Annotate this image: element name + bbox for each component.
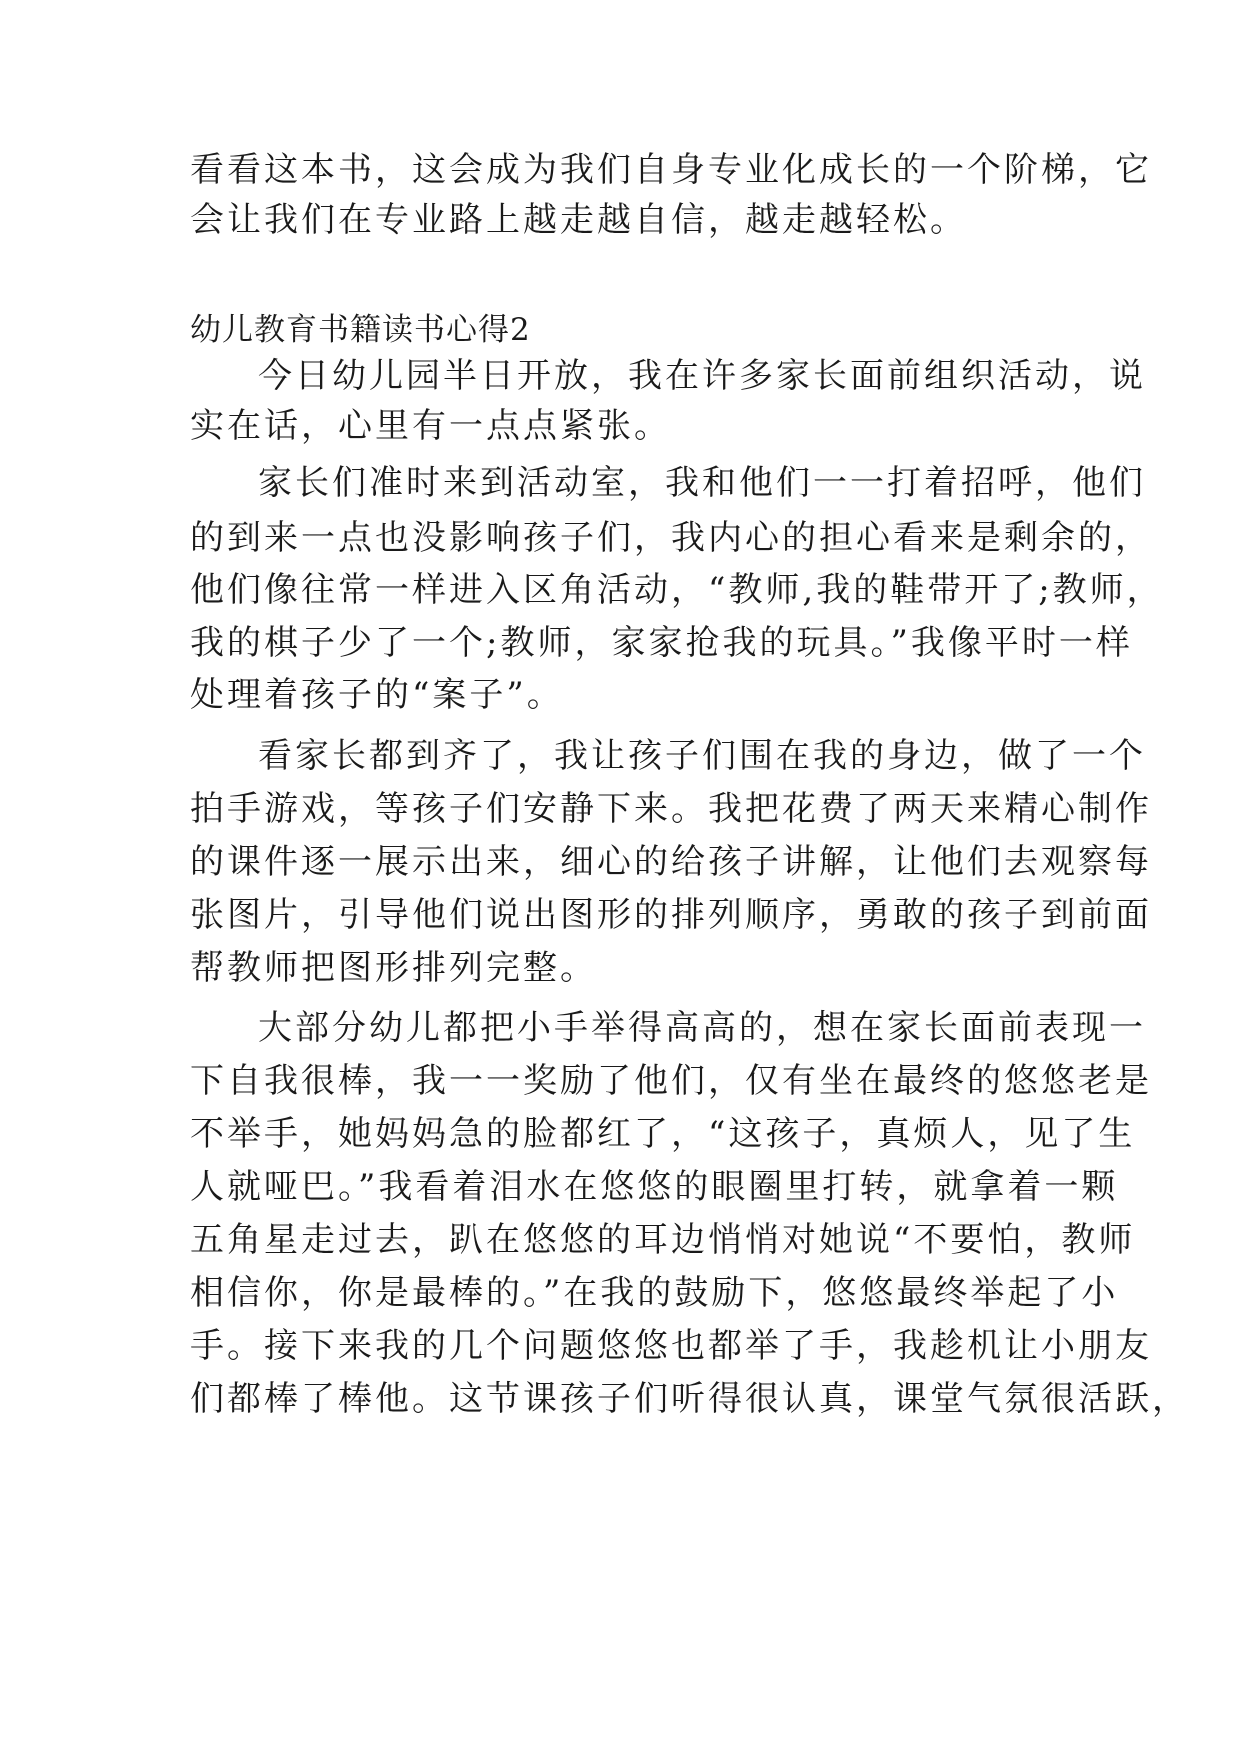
paragraph-line: 人就哑巴。”我看着泪水在悠悠的眼圈里打转，就拿着一颗 [190,1167,1119,1207]
intro-line: 看看这本书，这会成为我们自身专业化成长的一个阶梯，它 [190,150,1152,190]
paragraph-line: 看家长都到齐了，我让孩子们围在我的身边，做了一个 [258,736,1146,776]
paragraph-line: 帮教师把图形排列完整。 [190,948,597,988]
paragraph-line: 我的棋子少了一个;教师，家家抢我的玩具。”我像平时一样 [190,623,1133,663]
intro-line: 会让我们在专业路上越走越自信，越走越轻松。 [190,200,967,240]
paragraph-line: 拍手游戏，等孩子们安静下来。我把花费了两天来精心制作 [190,789,1152,829]
section-title: 幼儿教育书籍读书心得2 [190,312,531,348]
paragraph-line: 大部分幼儿都把小手举得高高的，想在家长面前表现一 [258,1008,1146,1048]
paragraph-line: 的到来一点也没影响孩子们，我内心的担心看来是剩余的， [190,518,1152,558]
paragraph-line: 的课件逐一展示出来，细心的给孩子讲解，让他们去观察每 [190,842,1152,882]
paragraph-line: 他们像往常一样进入区角活动，“教师,我的鞋带开了;教师， [190,570,1164,610]
paragraph-line: 不举手，她妈妈急的脸都红了，“这孩子，真烦人，见了生 [190,1114,1136,1154]
paragraph-line: 相信你，你是最棒的。”在我的鼓励下，悠悠最终举起了小 [190,1273,1119,1313]
paragraph-line: 今日幼儿园半日开放，我在许多家长面前组织活动，说 [258,356,1146,396]
paragraph-line: 五角星走过去，趴在悠悠的耳边悄悄对她说“不要怕，教师 [190,1220,1136,1260]
paragraph-line: 张图片，引导他们说出图形的排列顺序，勇敢的孩子到前面 [190,895,1152,935]
paragraph-line: 家长们准时来到活动室，我和他们一一打着招呼，他们 [258,463,1146,503]
paragraph-line: 下自我很棒，我一一奖励了他们，仅有坐在最终的悠悠老是 [190,1061,1152,1101]
paragraph-line: 处理着孩子的“案子”。 [190,675,564,715]
paragraph-line: 实在话，心里有一点点紧张。 [190,406,671,446]
paragraph-line: 手。接下来我的几个问题悠悠也都举了手，我趁机让小朋友 [190,1326,1152,1366]
paragraph-line: 们都棒了棒他。这节课孩子们听得很认真，课堂气氛很活跃， [190,1379,1189,1419]
